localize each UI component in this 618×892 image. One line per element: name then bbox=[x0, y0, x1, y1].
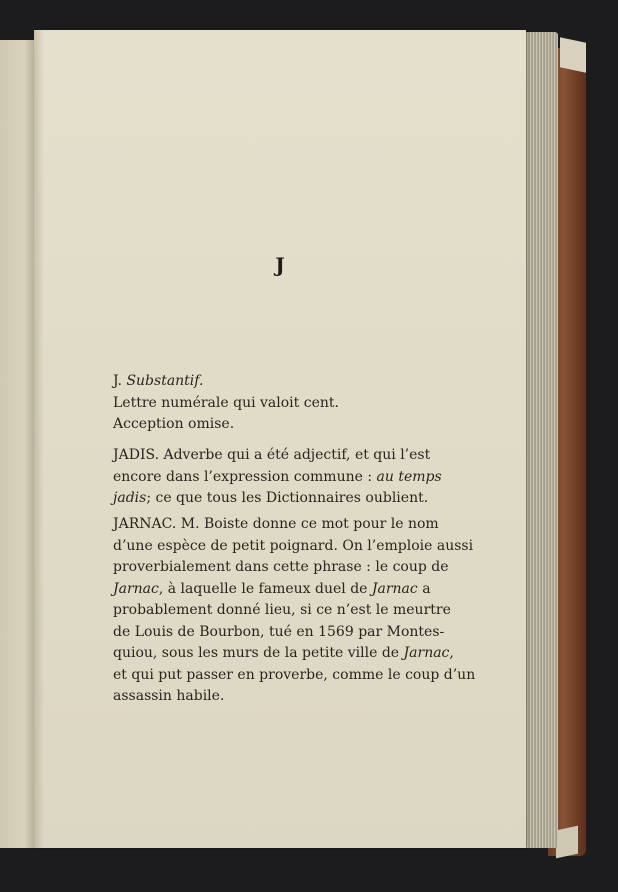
entry-jarnac-line-1: JARNAC. M. Boiste donne ce mot pour le nom bbox=[113, 516, 439, 532]
entry-jarnac bbox=[113, 514, 476, 708]
cover-corner-top bbox=[560, 37, 586, 73]
entry-j bbox=[113, 371, 402, 436]
entry-jarnac-line-7: quiou, sous les murs de la petite ville de Jarnac, bbox=[113, 645, 454, 661]
entry-j-line-1: J. Substantif. bbox=[113, 373, 204, 389]
entry-j-line-2: Lettre numérale qui valoit cent. bbox=[113, 394, 339, 411]
entry-jadis-line-2: encore dans l’expression commune : au temps bbox=[113, 468, 442, 485]
left-page bbox=[0, 40, 34, 848]
entry-jarnac-line-4: Jarnac, à laquelle le fameux duel de Jarnac a bbox=[113, 580, 431, 597]
entry-jarnac-line-9: assassin habile. bbox=[113, 688, 225, 704]
entry-jadis-line-1: JADIS. Adverbe qui a été adjectif, et qui l’est bbox=[113, 447, 431, 463]
entry-jarnac-line-6: de Louis de Bourbon, tué en 1569 par Montes- bbox=[113, 623, 445, 640]
entry-jadis-line-3: jadis; ce que tous les Dictionnaires oublient. bbox=[113, 490, 429, 506]
entry-jarnac-line-2: d’une espèce de petit poignard. On l’emploie aussi bbox=[113, 537, 474, 554]
entry-j-line-3: Acception omise. bbox=[113, 416, 235, 432]
cover-corner-bottom bbox=[556, 826, 578, 859]
entry-jarnac-line-8: et qui put passer en proverbe, comme le coup d’un bbox=[113, 666, 476, 683]
entry-jarnac-line-5: probablement donné lieu, si ce n’est le meurtre bbox=[113, 602, 451, 618]
right-page bbox=[34, 30, 526, 848]
entry-jarnac-line-3: proverbialement dans cette phrase : le coup de bbox=[113, 559, 449, 575]
section-letter-heading: J bbox=[275, 253, 285, 277]
entry-jadis bbox=[113, 445, 442, 510]
